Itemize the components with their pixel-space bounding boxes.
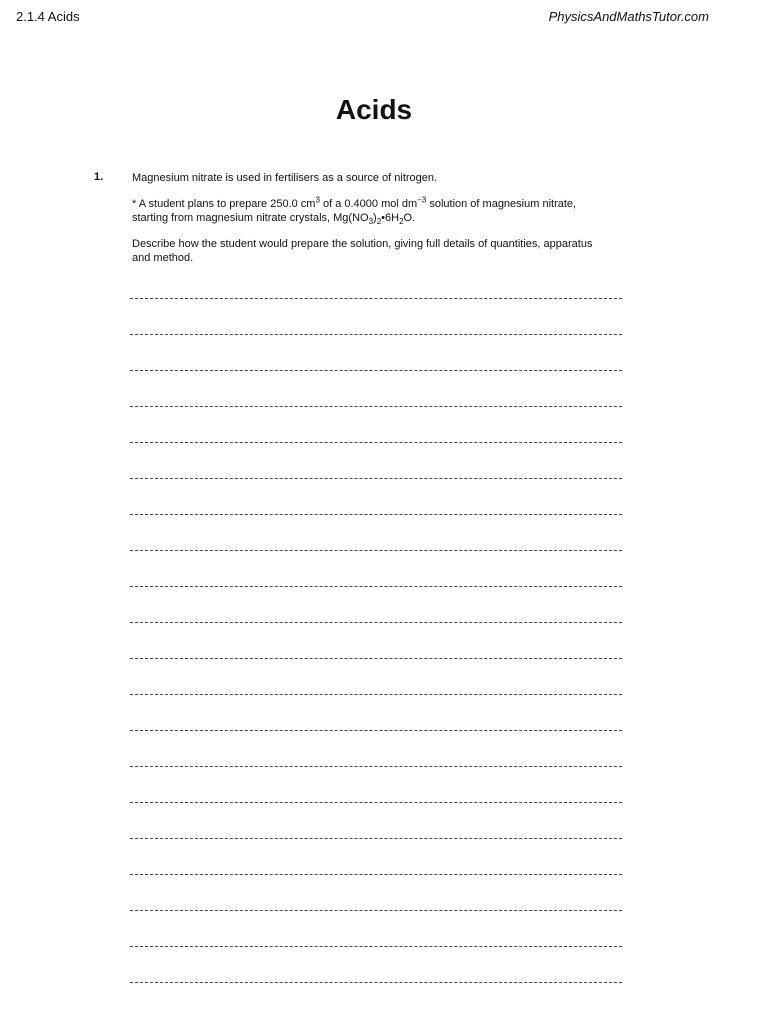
formula-text: •6H [381, 212, 400, 224]
answer-line[interactable] [130, 334, 622, 370]
asterisk-marker: * [132, 198, 137, 210]
answer-line[interactable] [130, 766, 622, 802]
task-text: solution of magnesium nitrate, [426, 198, 577, 210]
question-task [132, 197, 612, 225]
answer-line[interactable] [130, 442, 622, 478]
question-instruction: Describe how the student would prepare the solution, giving full details of quantities, apparatus and method. [132, 238, 593, 264]
answer-line[interactable] [130, 550, 622, 586]
answer-line[interactable] [130, 586, 622, 622]
answer-line[interactable] [130, 478, 622, 514]
answer-line[interactable] [130, 406, 622, 442]
answer-line[interactable] [130, 874, 622, 910]
answer-line[interactable] [130, 514, 622, 550]
answer-line[interactable] [130, 658, 622, 694]
header-site: PhysicsAndMathsTutor.com [548, 9, 709, 24]
question-intro: Magnesium nitrate is used in fertilisers as a source of nitrogen. [132, 172, 438, 184]
formula-text: ) [373, 212, 377, 224]
question-number: 1. [94, 171, 104, 183]
answer-lines [130, 298, 622, 1018]
formula-subscript: 2 [376, 217, 382, 227]
answer-line[interactable] [130, 946, 622, 982]
page-title: Acids [335, 94, 413, 125]
concentration-exponent: −3 [417, 195, 427, 205]
answer-line[interactable] [130, 298, 622, 334]
formula-subscript: 3 [368, 217, 374, 227]
header-section: 2.1.4 Acids [16, 9, 80, 24]
answer-line[interactable] [130, 910, 622, 946]
answer-line[interactable] [130, 802, 622, 838]
answer-line[interactable] [130, 370, 622, 406]
answer-line[interactable] [130, 730, 622, 766]
answer-line[interactable] [130, 694, 622, 730]
task-text: starting from magnesium nitrate crystals, Mg(NO [132, 212, 369, 224]
answer-line[interactable] [130, 982, 622, 1018]
task-text: A student plans to prepare 250.0 cm [136, 198, 316, 210]
volume-exponent: 3 [315, 195, 320, 205]
answer-line[interactable] [130, 622, 622, 658]
formula-subscript: 2 [399, 217, 404, 227]
formula-text: O. [403, 212, 416, 224]
task-text: of a 0.4000 mol dm [319, 198, 418, 210]
answer-line[interactable] [130, 838, 622, 874]
